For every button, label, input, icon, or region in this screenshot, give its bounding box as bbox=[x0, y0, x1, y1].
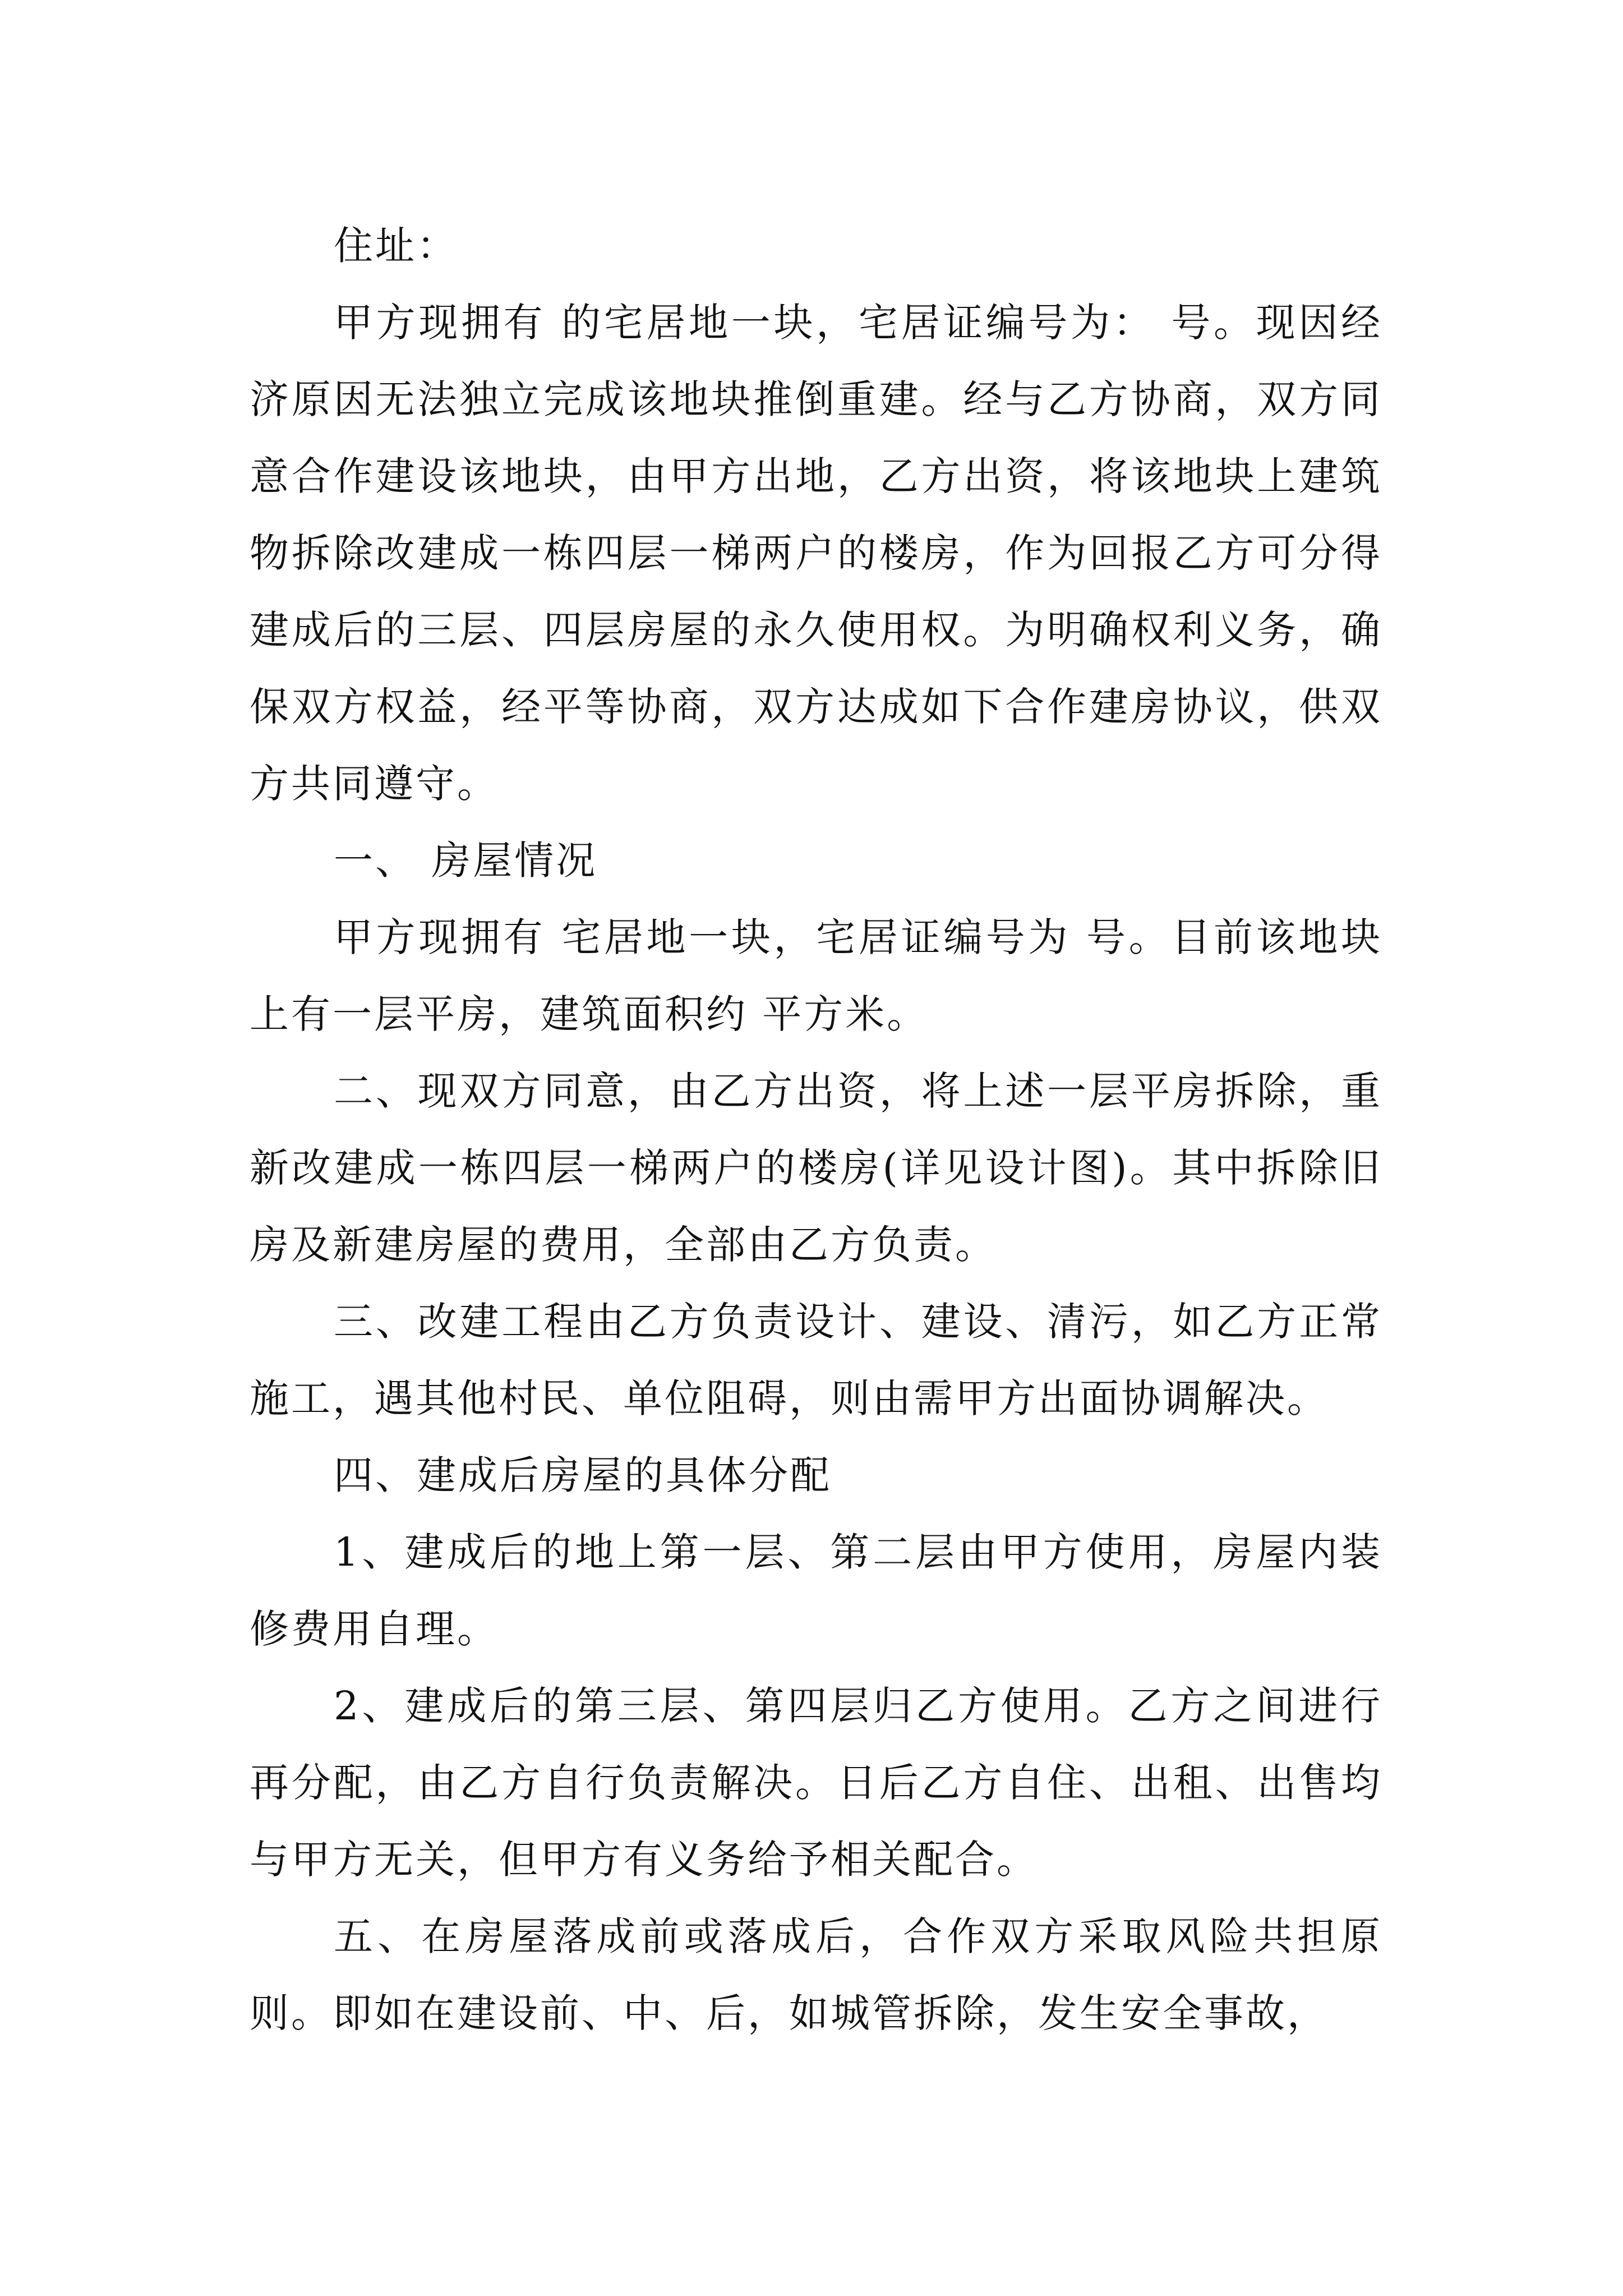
section-3-paragraph: 三、改建工程由乙方负责设计、建设、清污，如乙方正常施工，遇其他村民、单位阻碍，则由需甲方出面协调解决。 bbox=[250, 1299, 1382, 1421]
address-line: 住址： bbox=[334, 223, 458, 269]
section-1-paragraph: 甲方现拥有 宅居地一块，宅居证编号为 号。目前该地块上有一层平房，建筑面积约 平方米。 bbox=[250, 914, 1382, 1037]
section-5-paragraph: 五、在房屋落成前或落成后，合作双方采取风险共担原则。即如在建设前、中、后，如城管拆除，发生安全事故， bbox=[250, 1913, 1382, 2036]
section-heading-1: 一、 房屋情况 bbox=[334, 838, 598, 884]
section-heading-4: 四、建成后房屋的具体分配 bbox=[334, 1452, 832, 1498]
section-4-item-2: 2、建成后的第三层、第四层归乙方使用。乙方之间进行再分配，由乙方自行负责解决。日后乙方自住、出租、出售均与甲方无关，但甲方有义务给予相关配合。 bbox=[250, 1683, 1382, 1883]
section-4-item-1: 1、建成后的地上第一层、第二层由甲方使用，房屋内装修费用自理。 bbox=[250, 1529, 1382, 1652]
document-body bbox=[250, 208, 1382, 2052]
section-2-paragraph: 二、现双方同意，由乙方出资，将上述一层平房拆除，重新改建成一栋四层一梯两户的楼房(详见设计图)。其中拆除旧房及新建房屋的费用，全部由乙方负责。 bbox=[250, 1068, 1382, 1268]
intro-paragraph: 甲方现拥有 的宅居地一块，宅居证编号为： 号。现因经济原因无法独立完成该地块推倒重建。经与乙方协商，双方同意合作建设该地块，由甲方出地，乙方出资，将该地块上建筑物拆除改建成一栋四层一梯两户的楼房，作为回报乙方可分得建成后的三层、四层房屋的永久使用权。为明确权利义务，确保双方权益，经平等协商，双方达成如下合作建房协议，供双方共同遵守。 bbox=[250, 300, 1382, 807]
